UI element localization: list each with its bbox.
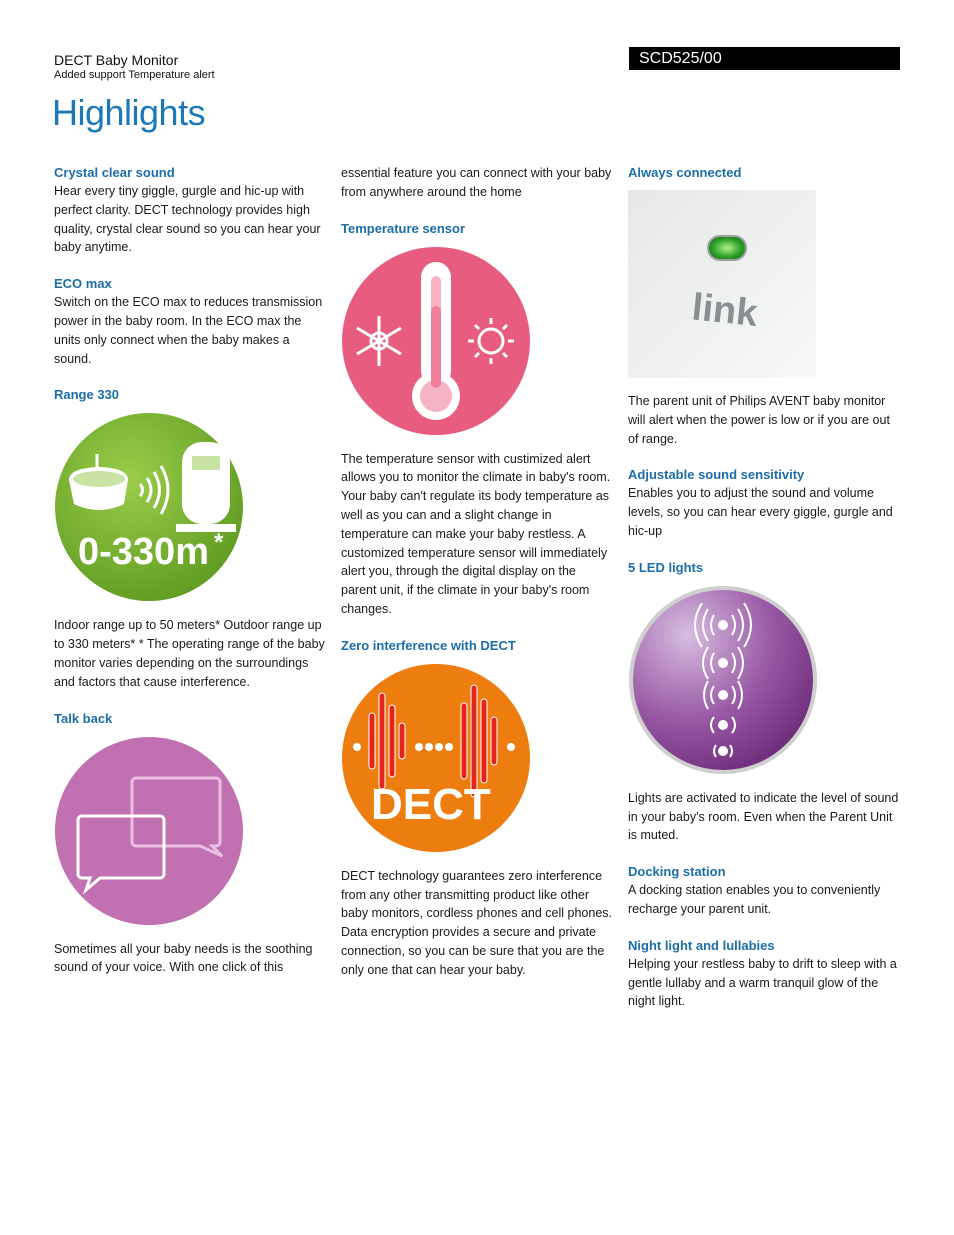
section-body: A docking station enables you to conveniently recharge your parent unit.	[628, 883, 881, 916]
column-2	[341, 164, 613, 998]
section-body: Switch on the ECO max to reduces transmission power in the baby room. In the ECO max the units only connect when the baby makes a sound.	[54, 295, 323, 366]
section-body: The parent unit of Philips AVENT baby monitor will alert when the power is low or if you are out of range.	[628, 394, 890, 446]
range-star: *	[214, 529, 224, 557]
product-name: DECT Baby Monitor	[54, 52, 179, 68]
section-talk-back-continued	[341, 164, 613, 202]
product-subtitle: Added support Temperature alert	[54, 69, 215, 81]
section-body: DECT technology guarantees zero interference from any other transmitting product like other baby monitors, cordless phones and cell phones. Data encryption provides a secure and private connection, so you can be sure that you are the only one that can hear your baby.	[341, 868, 612, 977]
column-1	[54, 164, 326, 995]
section-title: Range 330	[54, 387, 120, 403]
section-talk-back	[54, 710, 326, 978]
section-always-connected	[628, 164, 900, 448]
section-title: ECO max	[54, 276, 112, 292]
page-title: Highlights	[52, 92, 206, 133]
section-docking-station	[628, 863, 900, 919]
section-body: Enables you to adjust the sound and volume levels, so you can hear every giggle, gurgle and hic-up	[628, 486, 893, 538]
section-body: Lights are activated to indicate the level of sound in your baby's room. Even when the Parent Unit is muted.	[628, 790, 899, 843]
section-temperature-sensor	[341, 220, 613, 619]
section-title: Adjustable sound sensitivity	[628, 467, 805, 483]
section-body: Sometimes all your baby needs is the soothing sound of your voice. With one click of this	[54, 941, 313, 975]
dect-icon	[341, 663, 531, 853]
range-icon	[54, 412, 244, 602]
section-night-light	[628, 937, 900, 1011]
section-adjustable-sensitivity	[628, 466, 900, 540]
link-label: link	[689, 286, 760, 336]
section-title: Docking station	[628, 864, 726, 880]
section-body: The temperature sensor with custimized alert allows you to monitor the climate in baby's room. Your baby can't regulate its body temperature as well as you can and a slight change in temperature can make your baby restless. A customized temperature sensor will immediately alert you, through the digital display on the parent unit, if the climate in your baby's room changes.	[341, 451, 611, 616]
led-lights-icon	[628, 585, 818, 775]
section-title: Always connected	[628, 165, 742, 180]
section-body: Helping your restless baby to drift to sleep with a gentle lullaby and a warm tranquil glow of the night light.	[628, 956, 897, 1009]
column-3	[628, 164, 900, 1029]
section-eco-max	[54, 275, 326, 368]
link-light-image	[628, 190, 816, 378]
section-title: Temperature sensor	[341, 220, 466, 236]
section-title: Crystal clear sound	[54, 165, 175, 180]
section-body: essential feature you can connect with your baby from anywhere around the home	[341, 166, 612, 199]
section-zero-interference	[341, 637, 613, 980]
section-range	[54, 386, 326, 691]
section-title: Talk back	[54, 710, 113, 726]
speech-bubbles-icon	[54, 736, 244, 926]
dect-label: DECT	[371, 779, 491, 829]
section-body: Indoor range up to 50 meters* Outdoor range up to 330 meters* * The operating range of the baby monitor varies depending on the surroundings and factors that cause interference.	[54, 618, 325, 689]
model-badge: SCD525/00	[629, 47, 900, 70]
section-body: Hear every tiny giggle, gurgle and hic-up with perfect clarity. DECT technology provides high quality, crystal clear sound so you can hear your baby anytime.	[54, 184, 321, 255]
section-5-led-lights	[628, 559, 900, 845]
section-title: Night light and lullabies	[628, 937, 775, 953]
section-crystal-clear-sound	[54, 164, 326, 257]
thermometer-icon	[341, 246, 531, 436]
range-label: 0-330m	[78, 531, 209, 574]
section-title: Zero interference with DECT	[341, 637, 516, 653]
section-title: 5 LED lights	[628, 559, 704, 575]
